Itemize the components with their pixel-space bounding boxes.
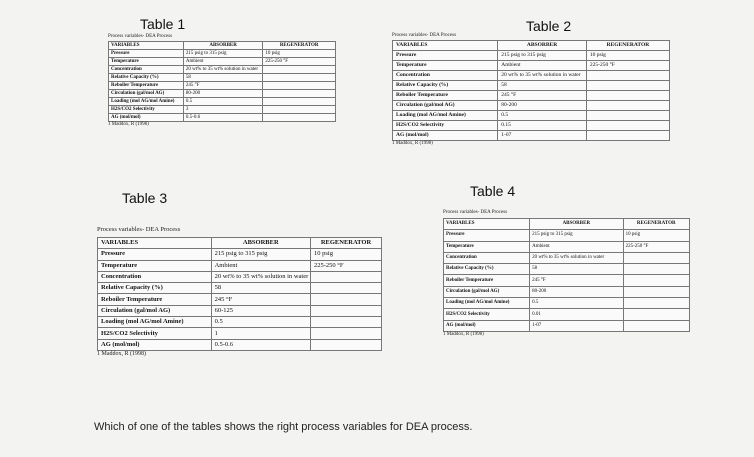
table-row [109, 50, 336, 58]
variable-cell: Temperature [444, 241, 530, 252]
table-row [109, 106, 336, 114]
column-header: REGENERATOR [586, 41, 669, 51]
table-row [109, 82, 336, 90]
column-header: VARIABLES [444, 219, 530, 230]
table-row [393, 51, 670, 61]
table-row [98, 328, 382, 339]
table-row [98, 271, 382, 282]
table-row [393, 101, 670, 111]
table-row [393, 91, 670, 101]
table-2-block [392, 33, 670, 146]
variable-cell: Circulation (gal/mol AG) [98, 305, 212, 316]
table-2-title: Table 2 [526, 18, 572, 34]
variable-cell: Pressure [393, 51, 498, 61]
table-row [98, 294, 382, 305]
absorber-cell: 58 [211, 283, 310, 294]
variable-cell: Concentration [109, 66, 184, 74]
regenerator-cell [586, 121, 669, 131]
table-4-title: Table 4 [470, 183, 516, 199]
regenerator-cell [263, 98, 336, 106]
variable-cell: AG (mol/mol) [98, 339, 212, 350]
table-row [444, 320, 690, 331]
regenerator-cell [586, 91, 669, 101]
table-source: 1 Maddox, R (1998) [108, 122, 149, 127]
variable-cell: Reboiler Temperature [444, 275, 530, 286]
regenerator-cell: 10 psig [623, 230, 689, 241]
absorber-cell: 0.5-0.6 [211, 339, 310, 350]
table-caption: Process variables- DEA Process [392, 33, 457, 38]
variable-cell: Relative Capacity (%) [444, 264, 530, 275]
regenerator-cell [586, 101, 669, 111]
variable-cell: Loading (mol AG/mol Amine) [393, 111, 498, 121]
absorber-cell: Ambient [211, 260, 310, 271]
absorber-cell: 0.5 [211, 317, 310, 328]
absorber-cell: Ambient [183, 58, 262, 66]
table-row [393, 71, 670, 81]
process-variables-table [392, 40, 670, 141]
absorber-cell: 0.01 [530, 309, 623, 320]
absorber-cell: 58 [530, 264, 623, 275]
regenerator-cell [263, 82, 336, 90]
absorber-cell: 1 [211, 328, 310, 339]
table-caption: Process variables- DEA Process [443, 210, 508, 215]
table-header-row [444, 219, 690, 230]
absorber-cell: 20 wt% to 35 wt% solution in water [530, 252, 623, 263]
regenerator-cell: 225-250 °F [586, 61, 669, 71]
table-row [393, 131, 670, 141]
table-row [98, 339, 382, 350]
column-header: VARIABLES [393, 41, 498, 51]
variable-cell: Relative Capacity (%) [98, 283, 212, 294]
variable-cell: Pressure [109, 50, 184, 58]
variable-cell: Temperature [109, 58, 184, 66]
variable-cell: AG (mol/mol) [393, 131, 498, 141]
process-variables-table [443, 218, 690, 332]
absorber-cell: 245 °F [183, 82, 262, 90]
regenerator-cell: 10 psig [310, 249, 381, 260]
regenerator-cell [310, 271, 381, 282]
table-row [393, 81, 670, 91]
table-3-title: Table 3 [122, 190, 168, 206]
regenerator-cell [623, 298, 689, 309]
absorber-cell: 215 psig to 315 psig [530, 230, 623, 241]
table-header-row [98, 238, 382, 249]
variable-cell: Temperature [393, 61, 498, 71]
regenerator-cell [586, 111, 669, 121]
table-row [109, 58, 336, 66]
table-row [393, 111, 670, 121]
absorber-cell: 20 wt% to 35 wt% solution in water [211, 271, 310, 282]
absorber-cell: 80-200 [530, 286, 623, 297]
column-header: REGENERATOR [623, 219, 689, 230]
absorber-cell: 1-07 [498, 131, 587, 141]
column-header: VARIABLES [98, 238, 212, 249]
variable-cell: Concentration [444, 252, 530, 263]
variable-cell: Temperature [98, 260, 212, 271]
regenerator-cell [310, 305, 381, 316]
regenerator-cell [310, 294, 381, 305]
table-header-row [109, 42, 336, 50]
table-row [109, 74, 336, 82]
variable-cell: Reboiler Temperature [393, 91, 498, 101]
process-variables-table [97, 237, 382, 351]
variable-cell: Concentration [393, 71, 498, 81]
table-row [109, 98, 336, 106]
regenerator-cell [623, 320, 689, 331]
regenerator-cell: 225-250 °F [310, 260, 381, 271]
table-row [444, 241, 690, 252]
absorber-cell: 0.5-0.6 [183, 114, 262, 122]
absorber-cell: 245 °F [211, 294, 310, 305]
absorber-cell: 58 [183, 74, 262, 82]
absorber-cell: 60-125 [211, 305, 310, 316]
absorber-cell: 0.5 [498, 111, 587, 121]
table-row [444, 286, 690, 297]
absorber-cell: Ambient [530, 241, 623, 252]
absorber-cell: 245 °F [530, 275, 623, 286]
table-row [98, 260, 382, 271]
regenerator-cell [623, 252, 689, 263]
regenerator-cell [623, 264, 689, 275]
column-header: ABSORBER [183, 42, 262, 50]
absorber-cell: 245 °F [498, 91, 587, 101]
variable-cell: Circulation (gal/mol AG) [109, 90, 184, 98]
variable-cell: Concentration [98, 271, 212, 282]
table-row [98, 249, 382, 260]
table-row [444, 298, 690, 309]
table-1-block [108, 34, 336, 127]
variable-cell: Relative Capacity (%) [109, 74, 184, 82]
table-row [444, 230, 690, 241]
regenerator-cell [586, 71, 669, 81]
regenerator-cell [263, 90, 336, 98]
regenerator-cell: 10 psig [586, 51, 669, 61]
absorber-cell: 0.5 [530, 298, 623, 309]
table-row [444, 252, 690, 263]
column-header: VARIABLES [109, 42, 184, 50]
table-4-block [443, 210, 690, 337]
table-row [393, 121, 670, 131]
absorber-cell: 3 [183, 106, 262, 114]
question-text: Which of one of the tables shows the right process variables for DEA process. [94, 421, 473, 433]
absorber-cell: 80-200 [498, 101, 587, 111]
absorber-cell: 0.5 [183, 98, 262, 106]
regenerator-cell [263, 114, 336, 122]
absorber-cell: 215 psig to 315 psig [183, 50, 262, 58]
column-header: REGENERATOR [310, 238, 381, 249]
regenerator-cell [263, 106, 336, 114]
table-3-block [97, 226, 382, 357]
table-row [444, 264, 690, 275]
table-caption: Process variables- DEA Process [108, 34, 173, 39]
column-header: ABSORBER [498, 41, 587, 51]
absorber-cell: 215 psig to 315 psig [211, 249, 310, 260]
absorber-cell: 215 psig to 315 psig [498, 51, 587, 61]
absorber-cell: Ambient [498, 61, 587, 71]
regenerator-cell [263, 66, 336, 74]
table-row [98, 283, 382, 294]
absorber-cell: 20 wt% to 35 wt% solution in water [498, 71, 587, 81]
table-source: 1 Maddox, R (1998) [97, 350, 146, 357]
regenerator-cell: 225-250 °F [623, 241, 689, 252]
table-1-title: Table 1 [140, 16, 186, 32]
process-variables-table [108, 41, 336, 122]
variable-cell: Pressure [444, 230, 530, 241]
table-row [98, 317, 382, 328]
table-row [109, 90, 336, 98]
regenerator-cell [310, 317, 381, 328]
variable-cell: H2S/CO2 Selectivity [444, 309, 530, 320]
variable-cell: Circulation (gal/mol AG) [444, 286, 530, 297]
variable-cell: Loading (mol AG/mol Amine) [444, 298, 530, 309]
table-caption: Process variables- DEA Process [97, 226, 181, 233]
table-row [444, 275, 690, 286]
absorber-cell: 0.15 [498, 121, 587, 131]
column-header: ABSORBER [211, 238, 310, 249]
table-row [393, 61, 670, 71]
variable-cell: H2S/CO2 Selectivity [98, 328, 212, 339]
absorber-cell: 20 wt% to 35 wt% solution in water [183, 66, 262, 74]
variable-cell: AG (mol/mol) [109, 114, 184, 122]
regenerator-cell [310, 328, 381, 339]
table-row [109, 114, 336, 122]
table-header-row [393, 41, 670, 51]
table-source: 1 Maddox, R (1998) [443, 331, 484, 337]
table-source: 1 Maddox, R (1998) [392, 141, 433, 146]
absorber-cell: 80-200 [183, 90, 262, 98]
regenerator-cell [623, 275, 689, 286]
variable-cell: Loading (mol AG/mol Amine) [98, 317, 212, 328]
variable-cell: H2S/CO2 Selectivity [393, 121, 498, 131]
table-row [109, 66, 336, 74]
regenerator-cell [623, 286, 689, 297]
variable-cell: Loading (mol AG/mol Amine) [109, 98, 184, 106]
variable-cell: Pressure [98, 249, 212, 260]
column-header: ABSORBER [530, 219, 623, 230]
variable-cell: Circulation (gal/mol AG) [393, 101, 498, 111]
regenerator-cell [586, 81, 669, 91]
table-row [98, 305, 382, 316]
regenerator-cell [310, 339, 381, 350]
variable-cell: H2S/CO2 Selectivity [109, 106, 184, 114]
table-row [444, 309, 690, 320]
variable-cell: Relative Capacity (%) [393, 81, 498, 91]
regenerator-cell [263, 74, 336, 82]
variable-cell: AG (mol/mol) [444, 320, 530, 331]
regenerator-cell: 10 psig [263, 50, 336, 58]
regenerator-cell: 225-250 °F [263, 58, 336, 66]
regenerator-cell [310, 283, 381, 294]
variable-cell: Reboiler Temperature [98, 294, 212, 305]
regenerator-cell [623, 309, 689, 320]
regenerator-cell [586, 131, 669, 141]
absorber-cell: 1-07 [530, 320, 623, 331]
column-header: REGENERATOR [263, 42, 336, 50]
variable-cell: Reboiler Temperature [109, 82, 184, 90]
absorber-cell: 58 [498, 81, 587, 91]
